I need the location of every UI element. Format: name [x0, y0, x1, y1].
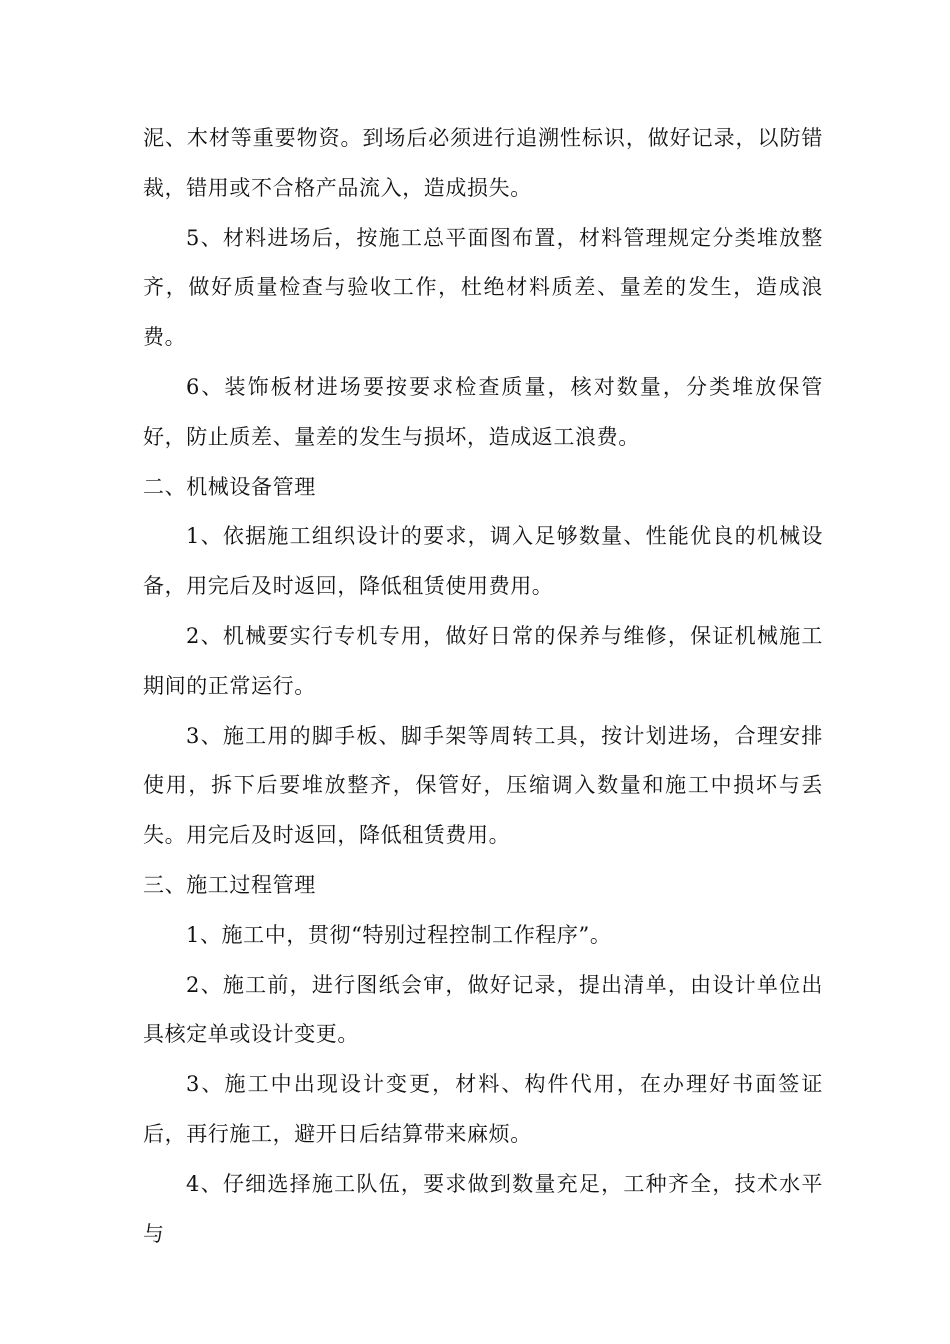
document-body	[143, 114, 823, 1259]
paragraph-equipment-item-3: 3、施工用的脚手板、脚手架等周转工具，按计划进场，合理安排使用，拆下后要堆放整齐，保管好，压缩调入数量和施工中损坏与丢失。用完后及时返回，降低租赁费用。	[143, 723, 823, 848]
section-heading-construction-process: 三、施工过程管理	[143, 872, 316, 897]
paragraph-process-item-1: 1、施工中，贯彻“特别过程控制工作程序”。	[186, 922, 612, 947]
paragraph-process-item-4: 4、仔细选择施工队伍，要求做到数量充足，工种齐全，技术水平与	[143, 1171, 823, 1246]
paragraph-materials-tracking: 泥、木材等重要物资。到场后必须进行追溯性标识，做好记录，以防错裁，错用或不合格产品流入，造成损失。	[143, 126, 823, 200]
paragraph-material-item-6: 6、装饰板材进场要按要求检查质量，核对数量，分类堆放保管好，防止质差、量差的发生与损坏，造成返工浪费。	[143, 374, 823, 449]
paragraph-material-item-5: 5、材料进场后，按施工总平面图布置，材料管理规定分类堆放整齐，做好质量检查与验收工作，杜绝材料质差、量差的发生，造成浪费。	[143, 225, 823, 350]
paragraph-process-item-2: 2、施工前，进行图纸会审，做好记录，提出清单，由设计单位出具核定单或设计变更。	[143, 972, 823, 1047]
paragraph-equipment-item-1: 1、依据施工组织设计的要求，调入足够数量、性能优良的机械设备，用完后及时返回，降低租赁使用费用。	[143, 524, 823, 599]
paragraph-process-item-3: 3、施工中出现设计变更，材料、构件代用，在办理好书面签证后，再行施工，避开日后结算带来麻烦。	[143, 1072, 823, 1146]
section-heading-equipment: 二、机械设备管理	[143, 474, 316, 499]
paragraph-equipment-item-2: 2、机械要实行专机专用，做好日常的保养与维修，保证机械施工期间的正常运行。	[143, 623, 823, 698]
